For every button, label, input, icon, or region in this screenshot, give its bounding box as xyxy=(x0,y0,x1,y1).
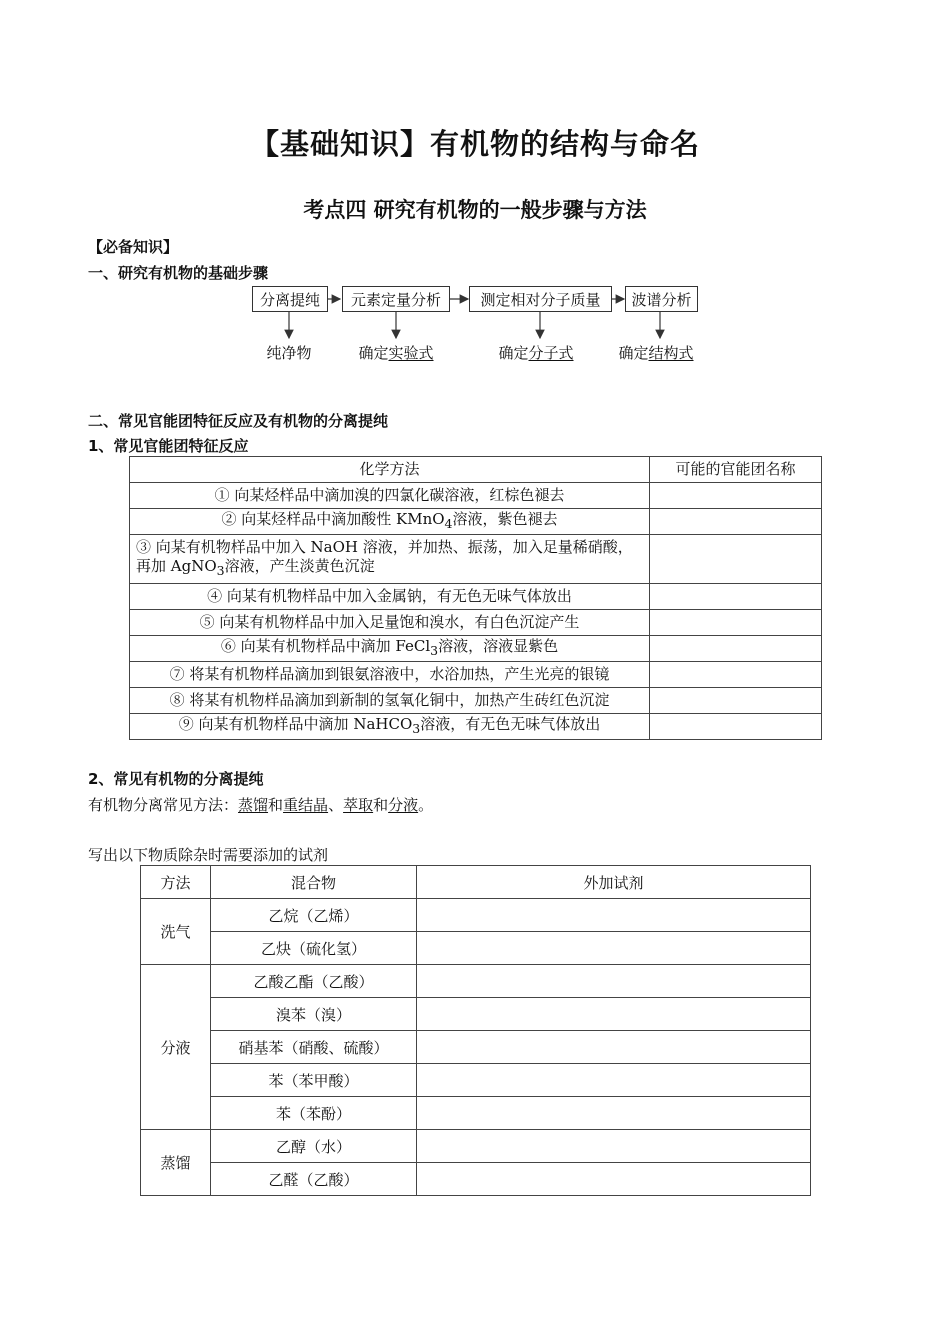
method-cell: 蒸馏 xyxy=(141,1130,211,1196)
flow-result-pure: 纯净物 xyxy=(266,344,312,362)
flow-result-empirical: 确定实验式 xyxy=(358,344,434,362)
answer-cell[interactable] xyxy=(650,509,822,535)
table-row xyxy=(141,1163,811,1196)
flow-result-structural: 确定结构式 xyxy=(618,344,694,362)
header-reagent: 外加试剂 xyxy=(417,866,811,899)
section2-sub2: 2、常见有机物的分离提纯 xyxy=(88,770,264,788)
answer-cell[interactable] xyxy=(650,636,822,662)
mixture-cell: 乙烷（乙烯） xyxy=(211,899,417,932)
purification-table xyxy=(140,865,811,1196)
header-mixture: 混合物 xyxy=(211,866,417,899)
table-row xyxy=(130,662,822,688)
reagent-cell[interactable] xyxy=(417,932,811,965)
reagent-cell[interactable] xyxy=(417,899,811,932)
must-know-label: 【必备知识】 xyxy=(88,238,179,256)
answer-cell[interactable] xyxy=(650,662,822,688)
table-row xyxy=(130,610,822,636)
section2-heading: 二、常见官能团特征反应及有机物的分离提纯 xyxy=(88,412,389,430)
header-method: 方法 xyxy=(141,866,211,899)
reagent-cell[interactable] xyxy=(417,1163,811,1196)
flow-step-element-analysis: 元素定量分析 xyxy=(342,286,450,312)
answer-cell[interactable] xyxy=(650,535,822,584)
method-cell: ③ 向某有机物样品中加入 NaOH 溶液，并加热、振荡，加入足量稀硝酸，再加 AgNO$_3$溶液，产生淡黄色沉淀 xyxy=(130,535,650,584)
table-row xyxy=(141,1031,811,1064)
table-row xyxy=(141,1064,811,1097)
method-cell: ⑦ 将某有机物样品滴加到银氨溶液中，水浴加热，产生光亮的银镜 xyxy=(130,662,650,688)
answer-cell[interactable] xyxy=(650,483,822,509)
answer-cell[interactable] xyxy=(650,584,822,610)
reagent-cell[interactable] xyxy=(417,1097,811,1130)
table-row xyxy=(141,1097,811,1130)
mixture-cell: 乙酸乙酯（乙酸） xyxy=(211,965,417,998)
section-title: 考点四 研究有机物的一般步骤与方法 xyxy=(303,198,647,222)
reagent-cell[interactable] xyxy=(417,965,811,998)
table-row xyxy=(141,965,811,998)
table-row xyxy=(130,483,822,509)
method-cell: ⑨ 向某有机物样品中滴加 NaHCO$_3$溶液，有无色无味气体放出 xyxy=(130,714,650,740)
flow-step-molecular-mass: 测定相对分子质量 xyxy=(469,286,612,312)
answer-cell[interactable] xyxy=(650,714,822,740)
mixture-cell: 硝基苯（硝酸、硫酸） xyxy=(211,1031,417,1064)
section1-heading: 一、研究有机物的基础步骤 xyxy=(88,264,269,282)
method-cell: ① 向某烃样品中滴加溴的四氯化碳溶液，红棕色褪去 xyxy=(130,483,650,509)
mixture-cell: 乙醇（水） xyxy=(211,1130,417,1163)
table-row xyxy=(130,714,822,740)
separation-methods-line: 有机物分离常见方法：蒸馏和重结晶、萃取和分液。 xyxy=(88,796,434,814)
flow-result-molecular: 确定分子式 xyxy=(498,344,574,362)
table-row xyxy=(130,636,822,662)
mixture-cell: 溴苯（溴） xyxy=(211,998,417,1031)
page-title: 【基础知识】有机物的结构与命名 xyxy=(249,127,700,161)
table-row xyxy=(130,584,822,610)
method-cell: ⑤ 向某有机物样品中加入足量饱和溴水，有白色沉淀产生 xyxy=(130,610,650,636)
method-cell: 分液 xyxy=(141,965,211,1130)
header-method: 化学方法 xyxy=(130,457,650,483)
table-row xyxy=(141,1130,811,1163)
method-cell: 洗气 xyxy=(141,899,211,965)
method-cell: ④ 向某有机物样品中加入金属钠，有无色无味气体放出 xyxy=(130,584,650,610)
mixture-cell: 苯（苯酚） xyxy=(211,1097,417,1130)
table-row xyxy=(141,998,811,1031)
method-cell: ⑧ 将某有机物样品滴加到新制的氢氧化铜中，加热产生砖红色沉淀 xyxy=(130,688,650,714)
table2-caption: 写出以下物质除杂时需要添加的试剂 xyxy=(88,846,329,864)
method-cell: ⑥ 向某有机物样品中滴加 FeCl$_3$溶液，溶液显紫色 xyxy=(130,636,650,662)
reagent-cell[interactable] xyxy=(417,998,811,1031)
mixture-cell: 乙炔（硫化氢） xyxy=(211,932,417,965)
table-row xyxy=(130,535,822,584)
reagent-cell[interactable] xyxy=(417,1064,811,1097)
table-row xyxy=(141,899,811,932)
flow-step-spectrum: 波谱分析 xyxy=(625,286,698,312)
mixture-cell: 乙醛（乙酸） xyxy=(211,1163,417,1196)
mixture-cell: 苯（苯甲酸） xyxy=(211,1064,417,1097)
header-group: 可能的官能团名称 xyxy=(650,457,822,483)
table-row xyxy=(141,932,811,965)
flow-diagram xyxy=(0,0,950,380)
table-header-row xyxy=(141,866,811,899)
reagent-cell[interactable] xyxy=(417,1130,811,1163)
table-row xyxy=(130,688,822,714)
section2-sub1: 1、常见官能团特征反应 xyxy=(88,437,249,455)
flow-step-separation: 分离提纯 xyxy=(252,286,328,312)
method-cell: ② 向某烃样品中滴加酸性 KMnO$_4$溶液，紫色褪去 xyxy=(130,509,650,535)
table-row xyxy=(130,509,822,535)
answer-cell[interactable] xyxy=(650,610,822,636)
answer-cell[interactable] xyxy=(650,688,822,714)
functional-group-table xyxy=(129,456,822,740)
table-header-row xyxy=(130,457,822,483)
reagent-cell[interactable] xyxy=(417,1031,811,1064)
